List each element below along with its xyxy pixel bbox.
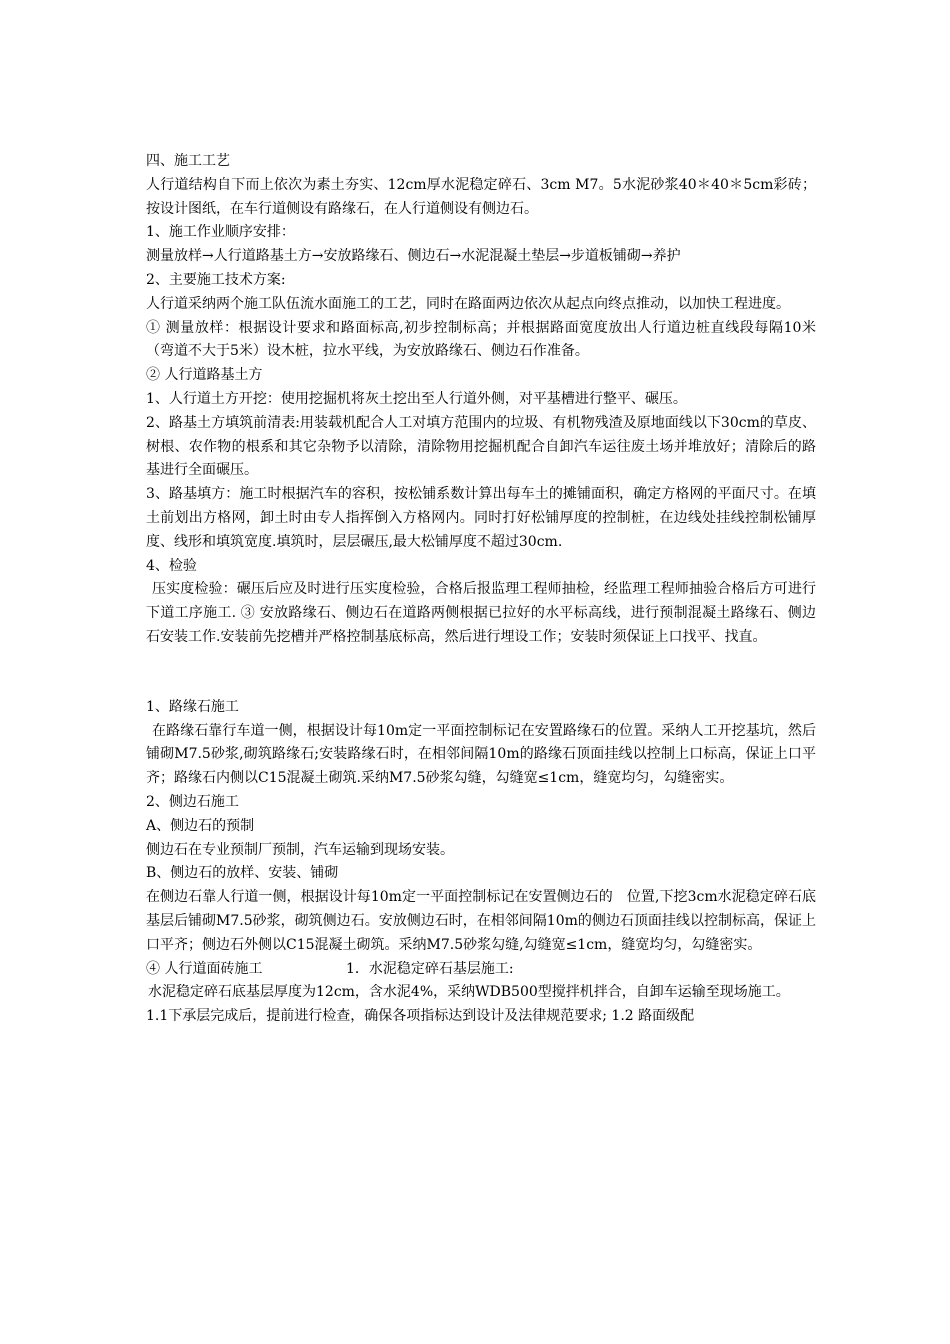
- paragraph: 1.1下承层完成后，提前进行检查，确保各项指标达到设计及法律规范要求; 1.2 路面级配: [146, 1008, 695, 1025]
- paragraph: [146, 981, 816, 1005]
- paragraph: 2、路基土方填筑前清表:用装载机配合人工对填方范围内的垃圾、有机物残渣及原地面线以下30cm的草皮、树根、农作物的根系和其它杂物予以清除，清除物用挖掘机配合自卸汽车运往废土场并堆放好；清除后的路基进行全面碾压。: [146, 414, 816, 479]
- subsection-title: ④ 人行道面砖施工: [146, 960, 263, 977]
- section-heading: 四、施工工艺: [146, 153, 230, 169]
- subsection-title: 1．水泥稳定碎石基层施工:: [346, 960, 514, 977]
- subsection-title: 2、主要施工技术方案:: [146, 271, 286, 288]
- subsection-title: 2、侧边石施工: [146, 793, 239, 810]
- subsection-title: B、侧边石的放样、安装、铺砌: [146, 865, 339, 882]
- subsection-title: ② 人行道路基土方: [146, 367, 263, 384]
- paragraph: 人行道结构自下而上依次为素土夯实、12cm厚水泥稳定碎石、3cm M7。5水泥砂浆40＊40＊5cm彩砖；按设计图纸，在车行道侧设有路缘石，在人行道侧设有侧边石。: [146, 176, 816, 217]
- paragraph: 人行道采纳两个施工队伍流水面施工的工艺，同时在路面两边依次从起点向终点推动，以加快工程进度。: [146, 295, 790, 312]
- subsection-title: A、侧边石的预制: [146, 817, 255, 834]
- heading-row: [146, 958, 816, 982]
- paragraph: 测量放样→人行道路基土方→安放路缘石、侧边石→水泥混凝土垫层→步道板铺砌→养护: [146, 248, 681, 265]
- paragraph-text: 水泥稳定碎石底基层厚度为12cm，含水泥4%，采纳WDB500型搅拌机拌合，自卸车运输至现场施工。: [148, 984, 790, 1001]
- paragraph: 侧边石在专业预制厂预制，汽车运输到现场安装。: [146, 841, 454, 858]
- paragraph: ① 测量放样：根据设计要求和路面标高,初步控制标高；并根据路面宽度放出人行道边桩直线段每隔10米（弯道不大于5米）设木桩，拉水平线，为安放路缘石、侧边石作准备。: [146, 319, 816, 360]
- paragraph: 1、人行道土方开挖：使用挖掘机将灰土挖出至人行道外侧，对平基槽进行整平、碾压。: [146, 390, 687, 407]
- document-body: [146, 150, 816, 1029]
- spacer: [146, 650, 816, 696]
- subsection-title: 1、路缘石施工: [146, 698, 239, 715]
- subsection-title: 1、施工作业顺序安排：: [146, 224, 295, 241]
- paragraph: [146, 720, 816, 791]
- paragraph: [146, 578, 816, 649]
- subsection-title: 4、检验: [146, 557, 197, 574]
- paragraph-text: 压实度检验：碾压后应及时进行压实度检验，合格后报监理工程师抽检，经监理工程师抽验合格后方可进行下道工序施工. ③ 安放路缘石、侧边石在道路两侧根据已拉好的水平标高线，进行预制混凝土路缘石、侧边石安装工作.安装前先挖槽并严格控制基底标高，然后进行埋设工作；安装时须保证上口找平、找直。: [146, 581, 816, 645]
- paragraph-text: 在路缘石靠行车道一侧，根据设计每10m定一平面控制标记在安置路缘石的位置。采纳人工开挖基坑，然后铺砌M7.5砂浆,砌筑路缘石;安装路缘石时，在相邻间隔10m的路缘石顶面挂线以控制上口标高，保证上口平齐；路缘石内侧以C15混凝土砌筑.采纳M7.5砂浆勾缝，勾缝宽≤1cm，缝宽均匀，勾缝密实。: [146, 722, 816, 787]
- paragraph: 3、路基填方：施工时根据汽车的容积，按松铺系数计算出每车土的摊铺面积，确定方格网的平面尺寸。在填土前划出方格网，卸土时由专人指挥倒入方格网内。同时打好松铺厚度的控制桩，在边线处挂线控制松铺厚度、线形和填筑宽度.填筑时，层层碾压,最大松铺厚度不超过30cm.: [146, 486, 816, 550]
- paragraph: 在侧边石靠人行道一侧，根据设计每10m定一平面控制标记在安置侧边石的 位置,下挖3cm水泥稳定碎石底基层后铺砌M7.5砂浆，砌筑侧边石。安放侧边石时，在相邻间隔10m的侧边石顶面挂线以控制标高，保证上口平齐；侧边石外侧以C15混凝土砌筑。采纳M7.5砂浆勾缝,勾缝宽≤1cm，缝宽均匀，勾缝密实。: [146, 889, 816, 953]
